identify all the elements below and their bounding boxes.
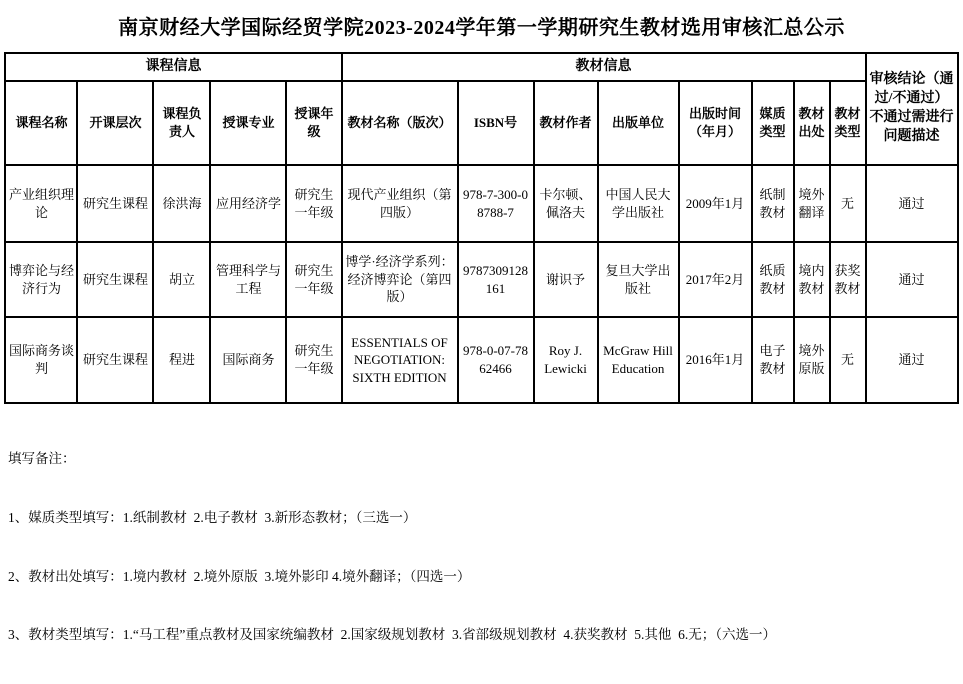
cell-isbn: 978-7-300-08788-7: [458, 165, 534, 242]
note-textbook-source: 2、教材出处填写：1.境内教材 2.境外原版 3.境外影印 4.境外翻译；（四选一）: [8, 568, 471, 584]
cell-author: 卡尔顿、佩洛夫: [534, 165, 598, 242]
cell-textbook-name: ESSENTIALS OF NEGOTIATION: SIXTH EDITION: [342, 317, 458, 403]
cell-course-name: 产业组织理论: [5, 165, 77, 242]
cell-isbn: 9787309128161: [458, 242, 534, 317]
column-header-teaching-grade: 授课年级: [286, 81, 341, 165]
cell-media-type: 电子教材: [752, 317, 794, 403]
table-group-header-row: [5, 53, 957, 81]
cell-publish-date: 2016年1月: [679, 317, 752, 403]
cell-media-type: 纸质教材: [752, 242, 794, 317]
cell-textbook-type: 获奖教材: [830, 242, 866, 317]
column-header-author: 教材作者: [534, 81, 598, 165]
cell-textbook-name: 现代产业组织（第四版）: [342, 165, 458, 242]
cell-course-leader: 胡立: [153, 242, 210, 317]
cell-publish-date: 2017年2月: [679, 242, 752, 317]
page-title: 南京财经大学国际经贸学院2023-2024学年第一学期研究生教材选用审核汇总公示: [118, 17, 845, 39]
column-header-textbook-name: 教材名称（版次）: [342, 81, 458, 165]
column-header-audit-conclusion: 审核结论（通过/不通过）不通过需进行问题描述: [866, 53, 958, 165]
cell-teaching-major: 应用经济学: [210, 165, 286, 242]
cell-textbook-type: 无: [830, 165, 866, 242]
cell-publisher: 复旦大学出版社: [598, 242, 679, 317]
cell-media-type: 纸制教材: [752, 165, 794, 242]
cell-textbook-type: 无: [830, 317, 866, 403]
fill-in-notes: [8, 410, 963, 684]
cell-course-level: 研究生课程: [77, 242, 153, 317]
table-row: [5, 165, 957, 242]
cell-author: Roy J. Lewicki: [534, 317, 598, 403]
cell-audit-result: 通过: [866, 317, 958, 403]
column-header-course-level: 开课层次: [77, 81, 153, 165]
cell-teaching-grade: 研究生一年级: [286, 165, 341, 242]
column-header-teaching-major: 授课专业: [210, 81, 286, 165]
cell-audit-result: 通过: [866, 165, 958, 242]
column-header-textbook-type: 教材类型: [830, 81, 866, 165]
column-header-textbook-source: 教材出处: [794, 81, 830, 165]
cell-textbook-name: 博学·经济学系列：经济博弈论（第四版）: [342, 242, 458, 317]
cell-course-name: 国际商务谈判: [5, 317, 77, 403]
cell-publisher: 中国人民大学出版社: [598, 165, 679, 242]
cell-publish-date: 2009年1月: [679, 165, 752, 242]
column-header-publisher: 出版单位: [598, 81, 679, 165]
cell-course-level: 研究生课程: [77, 165, 153, 242]
notes-heading: 填写备注：: [8, 451, 76, 467]
cell-textbook-source: 境内教材: [794, 242, 830, 317]
cell-course-name: 博弈论与经济行为: [5, 242, 77, 317]
table-row: [5, 242, 957, 317]
table-column-header-row: [5, 81, 957, 165]
cell-textbook-source: 境外翻译: [794, 165, 830, 242]
group-header-course-info: 课程信息: [5, 53, 341, 81]
audit-summary-table: [4, 52, 958, 404]
cell-isbn: 978-0-07-7862466: [458, 317, 534, 403]
cell-course-level: 研究生课程: [77, 317, 153, 403]
column-header-media-type: 媒质类型: [752, 81, 794, 165]
cell-teaching-grade: 研究生一年级: [286, 242, 341, 317]
cell-textbook-source: 境外原版: [794, 317, 830, 403]
column-header-course-leader: 课程负责人: [153, 81, 210, 165]
cell-teaching-major: 管理科学与工程: [210, 242, 286, 317]
cell-audit-result: 通过: [866, 242, 958, 317]
column-header-isbn: ISBN号: [458, 81, 534, 165]
cell-course-leader: 程进: [153, 317, 210, 403]
column-header-publish-date: 出版时间（年月）: [679, 81, 752, 165]
cell-course-leader: 徐洪海: [153, 165, 210, 242]
table-row: [5, 317, 957, 403]
note-textbook-type: 3、教材类型填写：1.“马工程”重点教材及国家统编教材 2.国家级规划教材 3.省部级规划教材 4.获奖教材 5.其他 6.无；（六选一）: [8, 627, 776, 643]
column-header-course-name: 课程名称: [5, 81, 77, 165]
group-header-textbook-info: 教材信息: [342, 53, 866, 81]
cell-teaching-grade: 研究生一年级: [286, 317, 341, 403]
cell-publisher: McGraw Hill Education: [598, 317, 679, 403]
cell-teaching-major: 国际商务: [210, 317, 286, 403]
cell-author: 谢识予: [534, 242, 598, 317]
note-media-type: 1、媒质类型填写：1.纸制教材 2.电子教材 3.新形态教材；（三选一）: [8, 509, 417, 525]
